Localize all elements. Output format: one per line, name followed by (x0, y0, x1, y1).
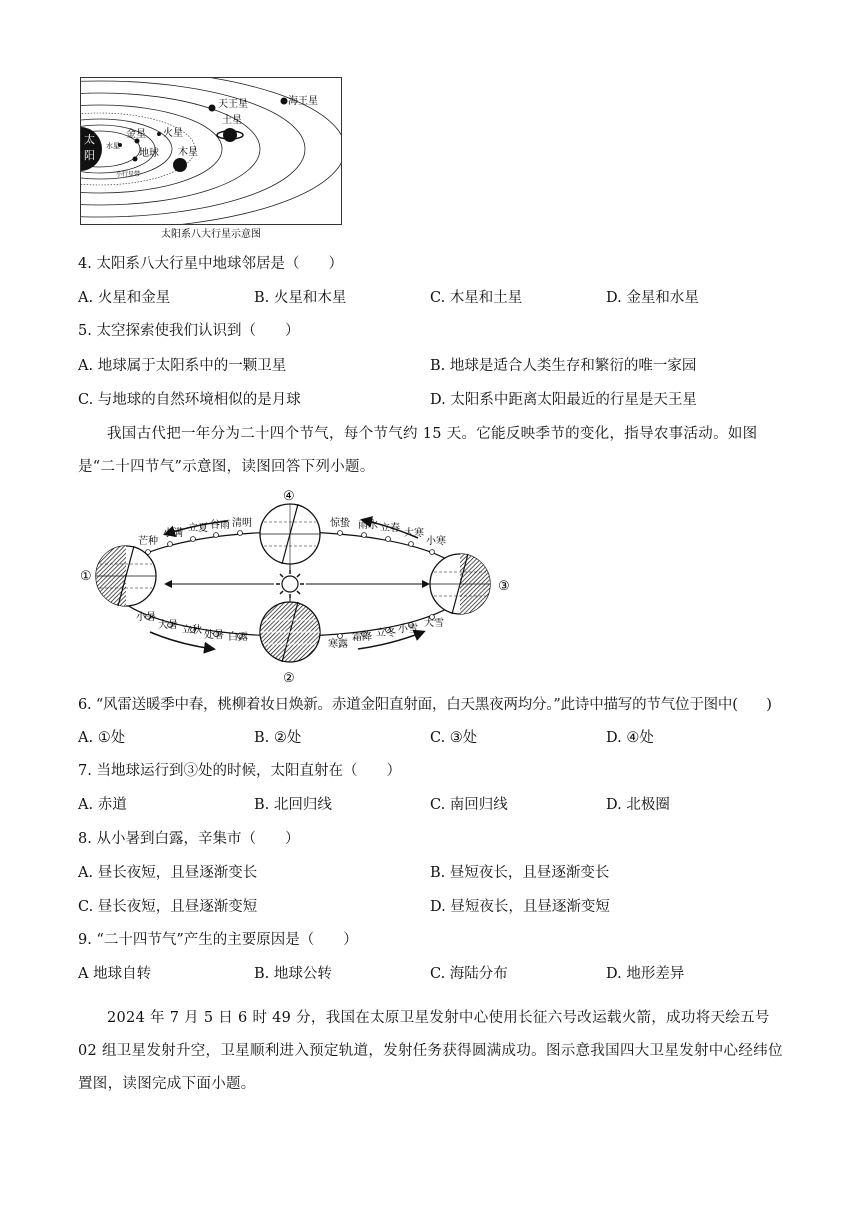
question-9-stem: 9. “二十四节气”产生的主要原因是（ ） (78, 932, 358, 948)
term-lidong: 立冬 (376, 628, 396, 639)
solar-system-diagram (80, 77, 342, 243)
term-dashu: 大暑 (158, 620, 178, 631)
solar-terms-diagram (78, 486, 518, 686)
term-jingzhe: 惊蛰 (330, 518, 350, 529)
sun-label-2: 阳 (84, 149, 95, 162)
term-mangzhong: 芒种 (138, 536, 158, 547)
position-1-label: ① (80, 569, 92, 584)
q8-option-c[interactable]: C. 昼长夜短，且昼逐渐变短 (78, 899, 258, 915)
q6-option-b[interactable]: B. ②处 (254, 730, 302, 746)
jupiter-label: 木星 (178, 147, 198, 158)
q4-option-d[interactable]: D. 金星和水星 (606, 290, 699, 306)
term-bailu: 白露 (228, 632, 248, 643)
q9-option-b[interactable]: B. 地球公转 (254, 966, 332, 982)
q6-option-c[interactable]: C. ③处 (430, 730, 478, 746)
term-xiaoxue: 小雪 (398, 624, 418, 635)
q4-option-c[interactable]: C. 木星和土星 (430, 290, 523, 306)
q9-option-c[interactable]: C. 海陆分布 (430, 966, 508, 982)
earth-position-4 (260, 504, 320, 564)
term-guyu: 谷雨 (210, 520, 230, 531)
term-shuangjiang: 霜降 (352, 632, 372, 643)
jupiter-icon (173, 158, 187, 172)
q5-option-d[interactable]: D. 太阳系中距离太阳最近的行星是天王星 (430, 392, 697, 408)
venus-label: 金星 (126, 129, 146, 140)
mars-icon (157, 132, 161, 136)
earth-label: 地球 (139, 148, 159, 159)
q9-option-a[interactable]: A 地球自转 (78, 966, 152, 982)
term-liqiu: 立秋 (182, 625, 202, 636)
uranus-label: 天王星 (218, 99, 248, 110)
sun-icon (276, 570, 304, 598)
figure-caption: 太阳系八大行星示意图 (161, 229, 261, 240)
question-8-stem: 8. 从小暑到白露，辛集市（ ） (78, 831, 300, 847)
saturn-label: 土星 (222, 115, 242, 126)
term-xiaohan: 小寒 (426, 536, 446, 547)
q5-option-a[interactable]: A. 地球属于太阳系中的一颗卫星 (78, 358, 287, 374)
position-2-label: ② (283, 671, 295, 686)
q5-option-c[interactable]: C. 与地球的自然环境相似的是月球 (78, 392, 301, 408)
term-xiaoman: 小满 (163, 528, 183, 539)
question-6-stem: 6. “风雷送暖季中春，桃柳着妆日焕新。赤道金阳直射面，白天黑夜两均分。”此诗中描写的节气位于图中( ) (78, 697, 772, 713)
neptune-label: 海王星 (288, 96, 318, 107)
q9-option-d[interactable]: D. 地形差异 (606, 966, 685, 982)
mars-label: 火星 (163, 128, 183, 139)
q6-option-a[interactable]: A. ①处 (78, 730, 126, 746)
sun-label: 太 (84, 133, 95, 146)
mercury-label: 水星 (106, 142, 120, 150)
question-4-stem: 4. 太阳系八大行星中地球邻居是（ ） (78, 256, 343, 272)
earth-position-2 (260, 602, 320, 662)
term-lichun: 立春 (380, 523, 400, 534)
q7-option-d[interactable]: D. 北极圈 (606, 797, 670, 813)
q7-option-c[interactable]: C. 南回归线 (430, 797, 508, 813)
term-daxue: 大雪 (424, 618, 444, 629)
earth-icon (133, 157, 138, 162)
q7-option-a[interactable]: A. 赤道 (78, 797, 127, 813)
term-lixia: 立夏 (188, 523, 208, 534)
earth-position-1 (96, 546, 156, 606)
q8-option-a[interactable]: A. 昼长夜短，且昼逐渐变长 (78, 865, 258, 881)
term-xiaoshu: 小暑 (136, 612, 156, 623)
term-dahan: 大寒 (404, 528, 424, 539)
earth-position-3 (430, 554, 490, 614)
position-3-label: ③ (498, 579, 510, 594)
question-5-stem: 5. 太空探索使我们认识到（ ） (78, 323, 300, 339)
q7-option-b[interactable]: B. 北回归线 (254, 797, 332, 813)
term-chushu: 处暑 (204, 630, 224, 641)
q8-option-d[interactable]: D. 昼短夜长，且昼逐渐变短 (430, 899, 610, 915)
q4-option-b[interactable]: B. 火星和木星 (254, 290, 347, 306)
uranus-icon (209, 105, 216, 112)
q5-option-b[interactable]: B. 地球是适合人类生存和繁衍的唯一家园 (430, 358, 697, 374)
q6-option-d[interactable]: D. ④处 (606, 730, 654, 746)
term-yushui: 雨水 (358, 520, 378, 531)
position-4-label: ④ (283, 489, 295, 504)
intro-paragraph-1: 我国古代把一年分为二十四个节气，每个节气约 15 天。它能反映季节的变化，指导农事活动。如图是“二十四节气”示意图，读图回答下列小题。 (78, 426, 758, 475)
neptune-icon (281, 98, 288, 105)
q8-option-b[interactable]: B. 昼短夜长，且昼逐渐变长 (430, 865, 610, 881)
intro-paragraph-2: 2024 年 7 月 5 日 6 时 49 分，我国在太原卫星发射中心使用长征六号改运载火箭，成功将天绘五号 02 组卫星发射升空，卫星顺利进入预定轨道，发射任务获得圆满成功。图示意我国四大卫星发射中心经纬位置图，读图完成下面小题。 (78, 1010, 783, 1092)
term-qingming: 清明 (232, 518, 252, 529)
asteroid-belt-label: 小行星带 (116, 171, 141, 178)
term-hanlu: 寒露 (328, 639, 348, 650)
question-7-stem: 7. 当地球运行到③处的时候，太阳直射在（ ） (78, 763, 401, 779)
q4-option-a[interactable]: A. 火星和金星 (78, 290, 171, 306)
